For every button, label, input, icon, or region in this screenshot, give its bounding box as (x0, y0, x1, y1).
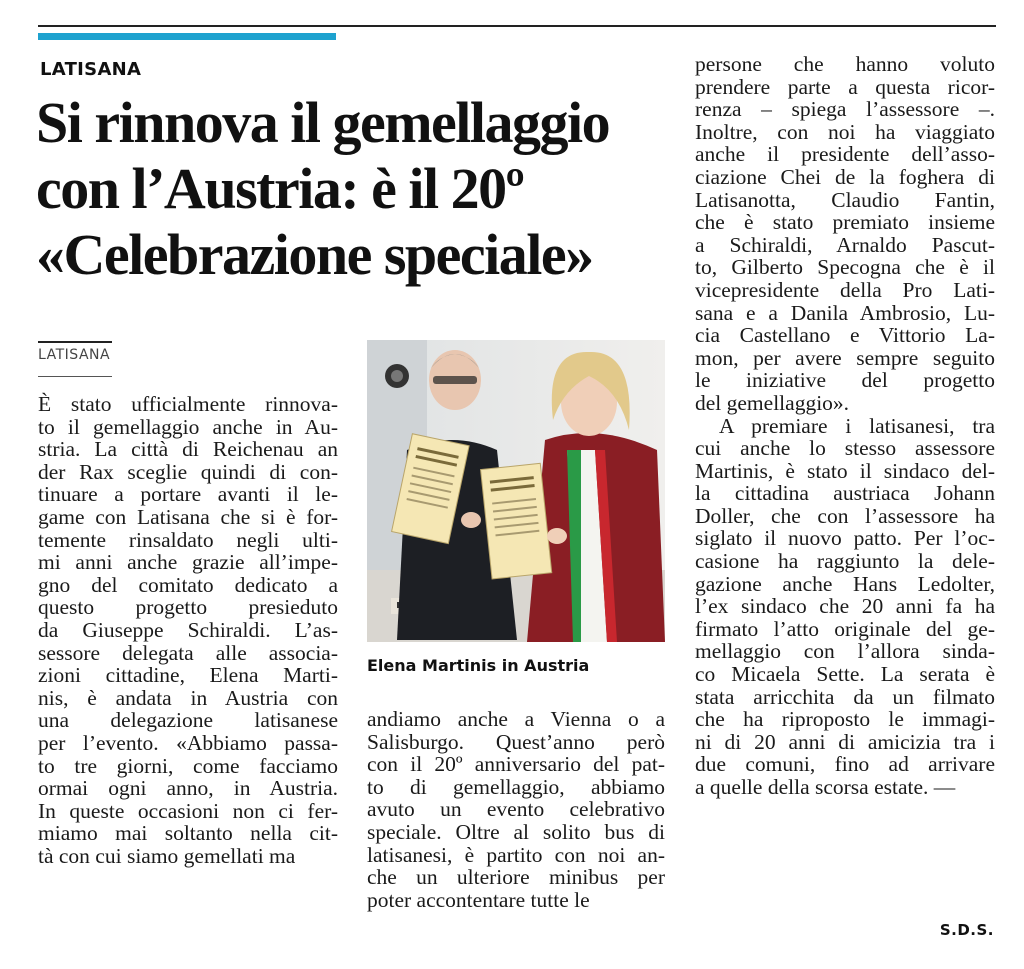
article-text-line: speciale. Oltre al solito bus di (367, 819, 665, 844)
section-accent-bar (38, 33, 336, 40)
article-text-line: miamo mai soltanto nella cit- (38, 821, 338, 846)
article-text-line: siglato il nuovo patto. Per l’oc- (695, 526, 995, 551)
article-text-line: casione ha raggiunto la dele- (695, 549, 995, 574)
article-text-line: le iniziative del progetto (695, 368, 995, 393)
article-text-line: zioni cittadine, Elena Marti- (38, 663, 338, 688)
article-photo (367, 340, 665, 642)
article-text-line: l’ex sindaco che 20 anni fa ha (695, 594, 995, 619)
article-text-line: tà con cui siamo gemellati ma (38, 843, 296, 868)
article-text-line: vicepresidente della Pro Lati- (695, 277, 995, 302)
article-text-line: to il gemellaggio anche in Au- (38, 414, 338, 439)
article-text-line: anche il presidente dell’asso- (695, 142, 995, 167)
headline-line: Si rinnova il gemellaggio (36, 90, 610, 155)
article-text-line: stria. La città di Reichenau an (38, 437, 338, 462)
headline-line: «Celebrazione speciale» (36, 222, 593, 287)
article-text-line: nis, è andata in Austria con (38, 685, 338, 710)
article-text-line: mellaggio con l’allora sinda- (695, 639, 995, 664)
article-text-line: latisanesi, è partito con noi an- (367, 842, 665, 867)
article-text-line: Doller, che con l’assessore ha (695, 503, 995, 528)
article-text-line: che un ulteriore minibus per (367, 865, 665, 890)
article-text-line: Latisanotta, Claudio Fantin, (695, 187, 995, 212)
article-text-line: È stato ufficialmente rinnova- (38, 392, 338, 416)
article-text-line: avuto un evento celebrativo (367, 797, 665, 822)
article-text-line: der Rax sceglie quindi di con- (38, 459, 338, 484)
article-text-line: ni di 20 anni di amicizia tra i (695, 729, 995, 754)
article-text-line: firmato l’atto originale del ge- (695, 616, 995, 641)
article-text-line: gno del comitato dedicato a (38, 572, 338, 597)
photo-two-people-holding-certificates (367, 340, 665, 642)
article-text-line: del gemellaggio». (695, 390, 850, 415)
article-text-line: to, Gilberto Specogna che è il (695, 255, 995, 280)
article-text-line: da Giuseppe Schiraldi. L’as- (38, 617, 338, 642)
article-text-line: due comuni, fino ad arrivare (695, 752, 995, 777)
article-text-line: la cittadina austriaca Johann (695, 481, 995, 506)
byline: LATISANA (38, 347, 111, 363)
article-text-line: a quelle della scorsa estate. — (695, 775, 956, 799)
article-text-line: ormai ogni anno, in Austria. (38, 776, 338, 801)
article-text-line: In queste occasioni non ci fer- (38, 798, 338, 823)
article-column-3 (695, 53, 995, 799)
article-text-line: gazione anche Hans Ledolter, (695, 571, 995, 596)
article-text-line: to di gemellaggio, abbiamo (367, 774, 665, 799)
article-text-line: mon, per avere sempre seguito (695, 345, 995, 370)
article-text-line: A premiare i latisanesi, tra (719, 413, 995, 438)
article-text-line: tinuare a portare avanti il le- (38, 482, 338, 507)
article-text-line: cui anche lo stesso assessore (695, 436, 995, 461)
article-text-line: a Schiraldi, Arnaldo Pascut- (695, 232, 995, 257)
article-text-line: persone che hanno voluto (695, 52, 995, 76)
headline (36, 90, 676, 288)
article-text-line: per l’evento. «Abbiamo passa- (38, 730, 338, 755)
article-text-line: temente rinsaldato negli ulti- (38, 527, 338, 552)
article-text-line: Inoltre, con noi ha viaggiato (695, 119, 995, 144)
article-text-line: che ha riproposto le immagi- (695, 707, 995, 732)
article-text-line: stata arricchita da un filmato (695, 684, 995, 709)
article-text-line: mi anni anche grazie all’impe- (38, 550, 338, 575)
article-text-line: che è stato premiato insieme (695, 210, 995, 235)
article-text-line: Martinis, è stato il sindaco del- (695, 458, 995, 483)
article-column-1 (38, 393, 338, 867)
article-text-line: sana e a Danila Ambrosio, Lu- (695, 300, 995, 325)
article-column-2 (367, 708, 665, 911)
photo-caption: Elena Martinis in Austria (367, 656, 590, 675)
article-text-line: andiamo anche a Vienna o a (367, 707, 665, 731)
article-text-line: game con Latisana che si è for- (38, 504, 338, 529)
article-text-line: questo progetto presieduto (38, 595, 338, 620)
article-text-line: renza – spiega l’assessore –. (695, 97, 995, 122)
article-text-line: cia Castellano e Vittorio La- (695, 323, 995, 348)
author-signature: S.D.S. (939, 921, 994, 939)
headline-line: con l’Austria: è il 20º (36, 156, 524, 221)
byline-rule (38, 341, 112, 343)
byline-rule (38, 376, 112, 377)
article-text-line: con il 20º anniversario del pat- (367, 752, 665, 777)
article-text-line: ciazione Chei de la foghera di (695, 164, 995, 189)
article-text-line: poter accontentare tutte le (367, 887, 590, 912)
article-text-line: una delegazione latisanese (38, 708, 338, 733)
article-text-line: co Micaela Sette. La serata è (695, 662, 995, 687)
section-label: LATISANA (40, 59, 142, 80)
article-text-line: to tre giorni, come facciamo (38, 753, 338, 778)
article-text-line: prendere parte a questa ricor- (695, 74, 995, 99)
article-text-line: Salisburgo. Quest’anno però (367, 729, 665, 754)
top-rule (38, 25, 996, 27)
article-text-line: sessore delegata alle associa- (38, 640, 338, 665)
